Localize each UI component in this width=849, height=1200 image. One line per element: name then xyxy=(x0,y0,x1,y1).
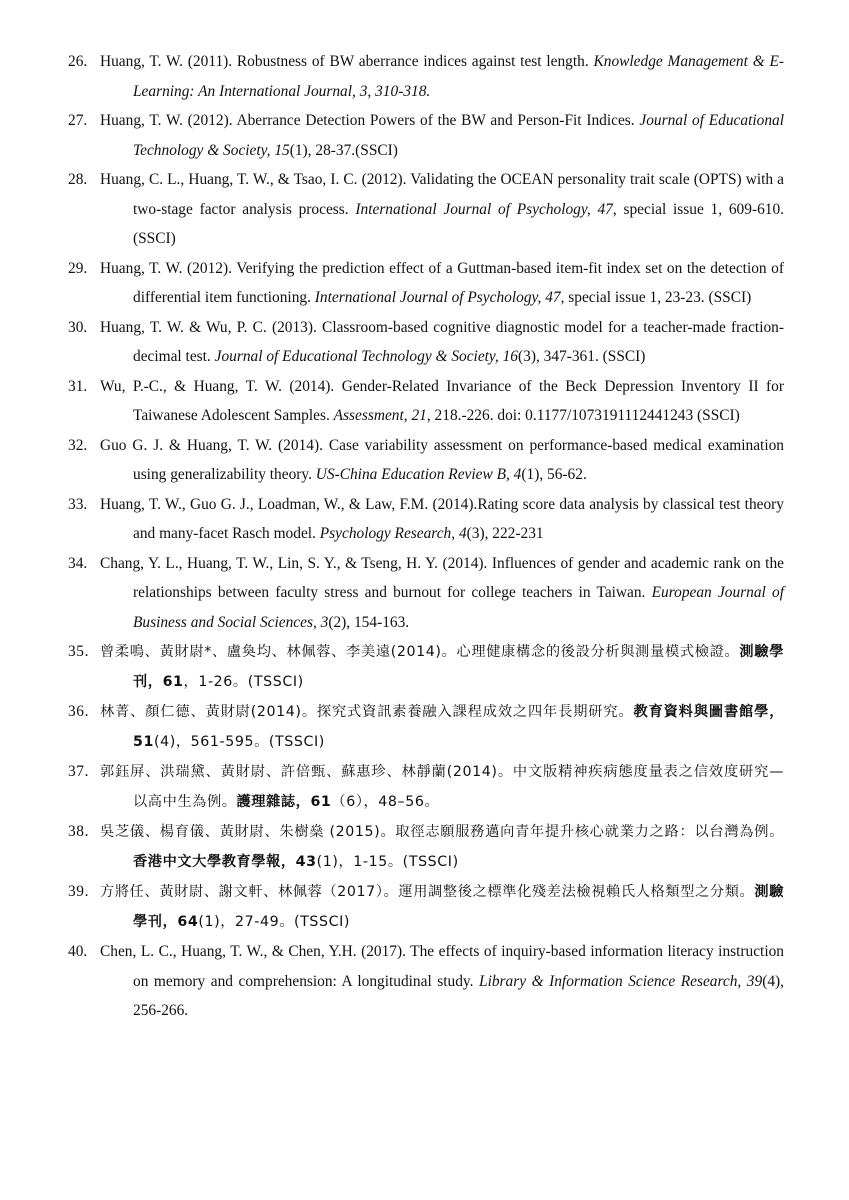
reference-number: 33. xyxy=(68,495,88,513)
reference-text xyxy=(100,757,784,817)
reference-entry xyxy=(68,106,784,165)
reference-journal-name: 教育資料與圖書館學，51 xyxy=(133,704,784,750)
reference-text xyxy=(100,165,784,254)
reference-text xyxy=(100,313,784,372)
reference-segment: (1), 28-37.(SSCI) xyxy=(289,141,398,159)
reference-source-title: International Journal of Psychology, 47 xyxy=(314,289,561,306)
reference-segment: ，1-26。(TSSCI) xyxy=(183,674,304,690)
reference-number: 30. xyxy=(68,318,88,336)
reference-number: 34. xyxy=(68,554,88,572)
reference-number: 37. xyxy=(68,763,90,780)
reference-text xyxy=(100,697,784,757)
reference-journal-name: 香港中文大學教育學報，43 xyxy=(133,854,317,870)
reference-segment: Huang, T. W., Guo G. J., Loadman, W., & Law, F.M. (2014).Rating score data analysis by classical test theory and many-facet Rasch model. xyxy=(100,495,784,542)
reference-segment: Huang, T. W. (2012). Aberrance Detection Powers of the BW and Person-Fit Indices. xyxy=(100,112,640,129)
reference-entry xyxy=(68,937,784,1026)
reference-text xyxy=(100,549,785,638)
reference-text xyxy=(100,490,784,549)
reference-list xyxy=(68,47,784,1026)
reference-segment: (1), 56-62. xyxy=(521,466,587,483)
reference-segment: 方將任、黃財尉、謝文軒、林佩蓉（2017）。運用調整後之標準化殘差法檢視賴氏人格類型之分類。 xyxy=(100,884,755,900)
reference-segment: , special issue 1, 609-610. (SSCI) xyxy=(133,200,784,247)
reference-number: 32. xyxy=(68,436,88,454)
reference-source-title: Psychology Research, 4 xyxy=(319,525,467,542)
reference-segment: (2), 154-163. xyxy=(328,613,410,631)
reference-text xyxy=(100,106,784,165)
reference-number: 35. xyxy=(68,643,90,660)
reference-text xyxy=(100,937,784,1026)
reference-segment: Huang, T. W. & Wu, P. C. (2013). Classroom-based cognitive diagnostic model for a teacher-made fraction- decimal test. xyxy=(100,318,784,365)
reference-entry xyxy=(68,757,784,817)
reference-number: 28. xyxy=(68,171,88,188)
reference-entry xyxy=(68,817,784,877)
reference-number: 39. xyxy=(68,883,90,900)
reference-source-title: Journal of Educational Technology & Society, 16 xyxy=(214,348,518,365)
reference-text xyxy=(100,431,784,490)
reference-segment: 林菁、顏仁德、黃財尉(2014)。探究式資訊素養融入課程成效之四年長期研究。 xyxy=(100,704,634,720)
reference-entry xyxy=(68,47,784,106)
reference-source-title: Knowledge Management & E-Learning: An International Journal, 3, 310-318. xyxy=(133,53,784,100)
reference-entry xyxy=(68,313,784,372)
reference-segment: (4), 256-266. xyxy=(133,972,784,1019)
reference-segment: Huang, C. L., Huang, T. W., & Tsao, I. C. (2012). Validating the OCEAN personality trait scale (OPTS) with a two-stage factor analysis process. xyxy=(100,171,784,218)
reference-segment: (1)，27-49。(TSSCI) xyxy=(198,914,351,930)
reference-entry xyxy=(68,490,784,549)
reference-source-title: US-China Education Review B, 4 xyxy=(315,466,522,483)
reference-source-title: European Journal of Business and Social Sciences, 3 xyxy=(133,584,785,631)
reference-number: 36. xyxy=(68,703,90,720)
reference-entry xyxy=(68,549,784,638)
reference-text xyxy=(100,254,784,313)
reference-number: 29. xyxy=(68,259,88,277)
reference-segment: 曾柔鳴、黃財尉*、盧奐均、林佩蓉、李美遠(2014)。心理健康構念的後設分析與測量模式檢證。 xyxy=(100,644,740,660)
reference-segment: （6），48–56。 xyxy=(331,794,440,810)
reference-text xyxy=(100,637,784,697)
reference-segment: (1)，1-15。(TSSCI) xyxy=(316,854,459,870)
reference-text xyxy=(100,877,785,937)
reference-segment: (3), 347-361. (SSCI) xyxy=(518,348,646,365)
reference-segment: 吳芝儀、楊育儀、黃財尉、朱樹燊 (2015)。取徑志願服務邁向青年提升核心就業力之路：以台灣為例。 xyxy=(100,824,784,840)
reference-entry xyxy=(68,637,784,697)
reference-entry xyxy=(68,372,784,431)
reference-segment: , 218.-226. doi: 0.1177/1073191112441243 (SSCI) xyxy=(426,407,740,424)
reference-number: 38. xyxy=(68,823,90,840)
reference-journal-name: 測驗學刊，61 xyxy=(133,644,784,690)
reference-number: 31. xyxy=(68,377,88,395)
reference-journal-name: 護理雜誌，61 xyxy=(236,794,332,810)
reference-segment: (3), 222-231 xyxy=(466,525,544,542)
reference-source-title: Journal of Educational Technology & Society, 15 xyxy=(133,112,784,159)
reference-segment: Chen, L. C., Huang, T. W., & Chen, Y.H. (2017). The effects of inquiry-based information literacy instruction on memory and comprehension: A longitudinal study. xyxy=(100,943,784,990)
reference-source-title: Library & Information Science Research, 39 xyxy=(479,972,763,990)
reference-segment: Huang, T. W. (2011). Robustness of BW aberrance indices against test length. xyxy=(100,53,594,70)
reference-entry xyxy=(68,877,784,937)
reference-text xyxy=(100,817,784,877)
reference-segment: Wu, P.-C., & Huang, T. W. (2014). Gender-Related Invariance of the Beck Depression Inventory II for Taiwanese Adolescent Samples. xyxy=(100,377,784,424)
reference-segment: (4)，561-595。(TSSCI) xyxy=(153,734,325,750)
reference-segment: 郭鈺屏、洪瑞黛、黃財尉、許倍甄、蘇惠珍、林靜蘭(2014)。中文版精神疾病態度量表之信效度研究— 以高中生為例。 xyxy=(100,764,784,810)
reference-segment: Huang, T. W. (2012). Verifying the prediction effect of a Guttman-based item-fit index set on the detection of differential item functioning. xyxy=(100,259,784,306)
reference-entry xyxy=(68,165,784,254)
reference-source-title: International Journal of Psychology, 47 xyxy=(355,200,613,218)
reference-text xyxy=(100,47,784,106)
reference-entry xyxy=(68,254,784,313)
reference-entry xyxy=(68,697,784,757)
reference-source-title: Assessment, 21 xyxy=(333,407,427,424)
reference-segment: Guo G. J. & Huang, T. W. (2014). Case variability assessment on performance-based medical examination using generalizability theory. xyxy=(100,436,784,483)
reference-entry xyxy=(68,431,784,490)
reference-text xyxy=(100,372,784,431)
reference-number: 27. xyxy=(68,112,88,129)
reference-segment: Chang, Y. L., Huang, T. W., Lin, S. Y., & Tseng, H. Y. (2014). Influences of gender and academic rank on the relationships between faculty stress and burnout for college teachers in Taiwan. xyxy=(100,554,784,601)
reference-number: 26. xyxy=(68,53,88,70)
reference-number: 40. xyxy=(68,943,88,960)
reference-segment: , special issue 1, 23-23. (SSCI) xyxy=(560,289,752,306)
reference-journal-name: 測驗學刊，64 xyxy=(133,884,785,930)
